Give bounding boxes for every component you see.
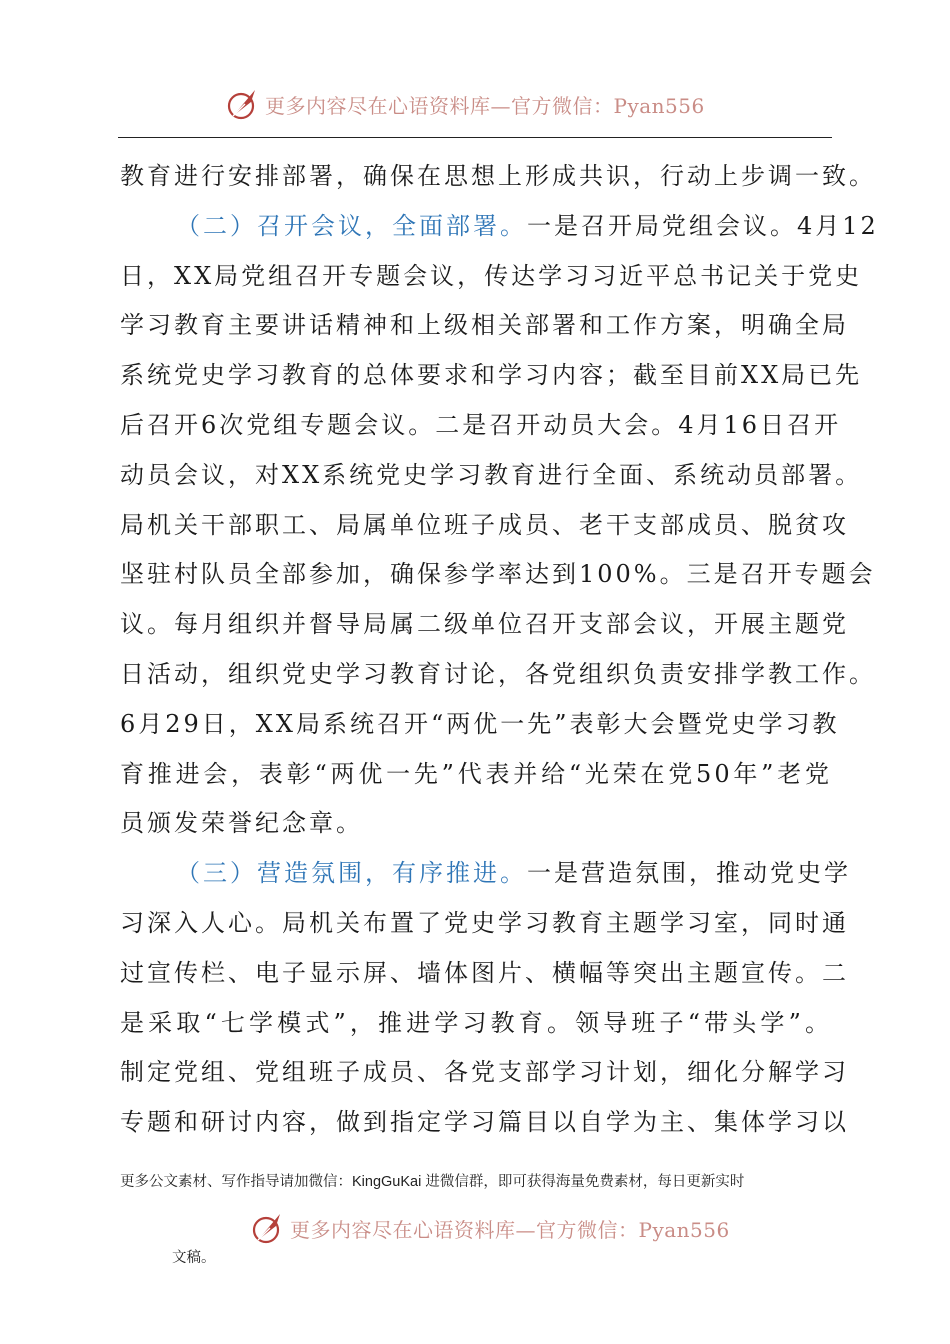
text-line: 学习教育主要讲话精神和上级相关部署和工作方案，明确全局 bbox=[120, 311, 849, 340]
text-line: 员颁发荣誉纪念章。 bbox=[120, 809, 363, 838]
footer-note-continued: 文稿。 bbox=[172, 1250, 216, 1266]
header-banner-text: 更多内容尽在心语资料库—官方微信：Pyan556 bbox=[265, 93, 705, 118]
text-span: 一是营造氛围，推动党史学 bbox=[527, 859, 851, 888]
text-line: 教育进行安排部署，确保在思想上形成共识，行动上步调一致。 bbox=[120, 162, 876, 190]
text-line: 过宣传栏、电子显示屏、墙体图片、横幅等突出主题宣传。二 bbox=[120, 958, 849, 987]
paragraph-2-first-line bbox=[120, 202, 879, 252]
text-span: 一是召开局党组会议。4月12 bbox=[527, 211, 879, 240]
text-line: 制定党组、党组班子成员、各党支部学习计划，细化分解学习 bbox=[120, 1058, 849, 1087]
text-line: 议。每月组织并督导局属二级单位召开支部会议，开展主题党 bbox=[120, 610, 849, 639]
header-divider bbox=[118, 137, 832, 138]
section-heading-2: （二）召开会议，全面部署。 bbox=[176, 211, 527, 240]
text-line: 专题和研讨内容，做到指定学习篇目以自学为主、集体学习以 bbox=[120, 1108, 849, 1137]
footer-note: 更多公文素材、写作指导请加微信：KingGuKai 进微信群，即可获得海量免费素材，每日更新实时 bbox=[120, 1174, 745, 1190]
footer-banner-text: 更多内容尽在心语资料库—官方微信：Pyan556 bbox=[290, 1217, 730, 1242]
text-line: 育推进会，表彰“两优一先”代表并给“光荣在党50年”老党 bbox=[120, 759, 832, 788]
document-body bbox=[120, 152, 879, 1148]
text-line: 坚驻村队员全部参加，确保参学率达到100%。三是召开专题会 bbox=[120, 560, 876, 589]
quill-pen-logo-icon bbox=[250, 1210, 286, 1246]
paragraph-3-first-line bbox=[120, 849, 851, 899]
text-line: 6月29日，XX局系统召开“两优一先”表彰大会暨党史学习教 bbox=[120, 709, 840, 738]
section-heading-3: （三）营造氛围，有序推进。 bbox=[176, 859, 527, 888]
footer-banner bbox=[250, 1208, 730, 1248]
text-line: 系统党史学习教育的总体要求和学习内容；截至目前XX局已先 bbox=[120, 361, 863, 390]
text-line: 习深入人心。局机关布置了党史学习教育主题学习室，同时通 bbox=[120, 908, 849, 937]
text-line: 动员会议，对XX系统党史学习教育进行全面、系统动员部署。 bbox=[120, 460, 863, 489]
text-line: 后召开6次党组专题会议。二是召开动员大会。4月16日召开 bbox=[120, 410, 842, 439]
quill-pen-logo-icon bbox=[225, 86, 261, 122]
header-banner bbox=[225, 84, 705, 124]
text-line: 局机关干部职工、局属单位班子成员、老干支部成员、脱贫攻 bbox=[120, 510, 849, 539]
text-line: 日，XX局党组召开专题会议，传达学习习近平总书记关于党史 bbox=[120, 261, 863, 290]
text-line: 日活动，组织党史学习教育讨论，各党组织负责安排学教工作。 bbox=[120, 659, 876, 688]
text-line: 是采取“七学模式”，推进学习教育。领导班子“带头学”。 bbox=[120, 1008, 832, 1037]
